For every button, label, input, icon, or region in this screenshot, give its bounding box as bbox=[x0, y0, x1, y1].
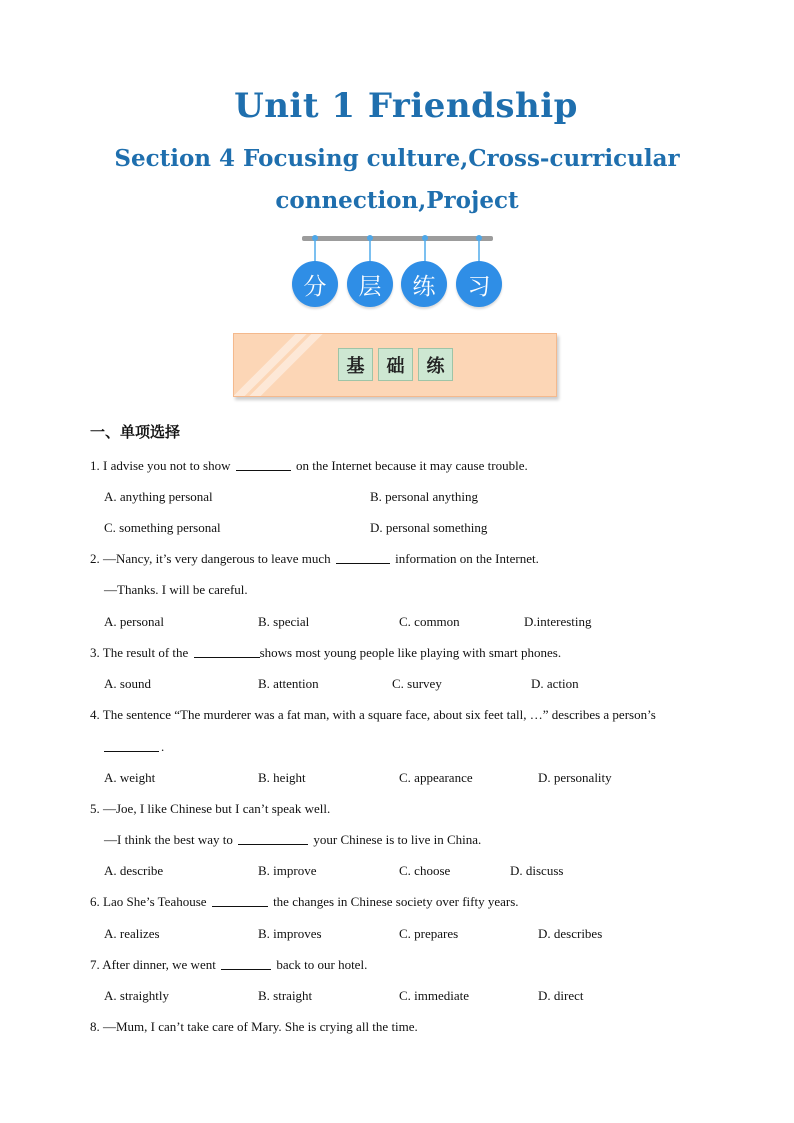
question-8-stem: 8. —Mum, I can’t take care of Mary. She is crying all the time. bbox=[90, 1019, 418, 1034]
question-3-option-c: C. survey bbox=[392, 676, 442, 691]
question-text: . bbox=[161, 739, 165, 754]
question-4-option-d: D. personality bbox=[538, 770, 612, 785]
question-5-option-d: D. discuss bbox=[510, 863, 564, 878]
answer-blank bbox=[212, 894, 268, 907]
question-1-option-c: C. something personal bbox=[104, 520, 221, 535]
question-2-option-a: A. personal bbox=[104, 614, 164, 629]
question-3-stem bbox=[90, 645, 561, 661]
banner-char: 基 bbox=[338, 348, 373, 381]
question-4-option-b: B. height bbox=[258, 770, 306, 785]
question-2-stem bbox=[90, 551, 539, 567]
answer-blank bbox=[221, 957, 271, 970]
banner-char: 础 bbox=[378, 348, 413, 381]
question-7-option-d: D. direct bbox=[538, 988, 584, 1003]
question-6-option-d: D. describes bbox=[538, 926, 603, 941]
badge-pin bbox=[314, 236, 316, 262]
answer-blank bbox=[236, 458, 291, 471]
question-6-option-b: B. improves bbox=[258, 926, 322, 941]
section-subtitle-line1: Section 4 Focusing culture,Cross-curricular bbox=[114, 145, 680, 172]
question-7-option-b: B. straight bbox=[258, 988, 313, 1003]
question-7-stem bbox=[90, 957, 367, 973]
level-banner bbox=[233, 333, 557, 397]
question-text: the changes in Chinese society over fifty years. bbox=[269, 894, 519, 909]
question-6-option-a: A. realizes bbox=[104, 926, 160, 941]
banner-label bbox=[338, 348, 453, 381]
question-4-stem: 4. The sentence “The murderer was a fat man, with a square face, about six feet tall, …” describes a person’s bbox=[90, 707, 656, 722]
question-2-option-c: C. common bbox=[399, 614, 460, 629]
badge-pin bbox=[478, 236, 480, 262]
badge-xi: 习 bbox=[456, 261, 502, 307]
question-1-stem bbox=[90, 458, 528, 474]
question-3-option-b: B. attention bbox=[258, 676, 319, 691]
question-text: 2. —Nancy, it’s very dangerous to leave much bbox=[90, 551, 334, 566]
question-text: —I think the best way to bbox=[104, 832, 237, 847]
question-7-option-a: A. straightly bbox=[104, 988, 169, 1003]
question-text: your Chinese is to live in China. bbox=[310, 832, 482, 847]
banner-stripe bbox=[233, 333, 308, 397]
answer-blank bbox=[104, 739, 159, 752]
question-4-stem-cont bbox=[104, 739, 164, 755]
answer-blank bbox=[336, 551, 390, 564]
badge-pin bbox=[424, 236, 426, 262]
question-6-option-c: C. prepares bbox=[399, 926, 459, 941]
badge-fen: 分 bbox=[292, 261, 338, 307]
question-5-reply bbox=[104, 832, 481, 848]
question-5-stem: 5. —Joe, I like Chinese but I can’t speak well. bbox=[90, 801, 331, 816]
answer-blank bbox=[238, 832, 308, 845]
question-1-option-b: B. personal anything bbox=[370, 489, 478, 504]
question-7-option-c: C. immediate bbox=[399, 988, 470, 1003]
question-3-option-a: A. sound bbox=[104, 676, 151, 691]
question-1-option-d: D. personal something bbox=[370, 520, 488, 535]
question-2-reply: —Thanks. I will be careful. bbox=[104, 582, 248, 597]
question-text: 7. After dinner, we went bbox=[90, 957, 220, 972]
question-text: information on the Internet. bbox=[391, 551, 539, 566]
question-text: back to our hotel. bbox=[273, 957, 368, 972]
section-subtitle-line2: connection,Project bbox=[275, 187, 519, 214]
question-text: shows most young people like playing with smart phones. bbox=[259, 645, 562, 660]
banner-char: 练 bbox=[418, 348, 453, 381]
badge-pin bbox=[369, 236, 371, 262]
badge-ceng: 层 bbox=[347, 261, 393, 307]
question-text: 3. The result of the bbox=[90, 645, 192, 660]
question-2-option-d: D.interesting bbox=[524, 614, 592, 629]
question-6-stem bbox=[90, 894, 519, 910]
question-3-option-d: D. action bbox=[531, 676, 579, 691]
question-4-option-a: A. weight bbox=[104, 770, 156, 785]
question-1-option-a: A. anything personal bbox=[104, 489, 213, 504]
section-heading: 一、单项选择 bbox=[90, 423, 181, 441]
question-2-option-b: B. special bbox=[258, 614, 310, 629]
badge-rail bbox=[302, 236, 493, 241]
question-5-option-a: A. describe bbox=[104, 863, 164, 878]
question-text: 1. I advise you not to show bbox=[90, 458, 234, 473]
badge-lian: 练 bbox=[401, 261, 447, 307]
answer-blank bbox=[194, 645, 260, 658]
question-5-option-c: C. choose bbox=[399, 863, 451, 878]
page-title: Unit 1 Friendship bbox=[234, 86, 578, 126]
question-4-option-c: C. appearance bbox=[399, 770, 473, 785]
question-text: on the Internet because it may cause trouble. bbox=[292, 458, 528, 473]
question-text: 6. Lao She’s Teahouse bbox=[90, 894, 210, 909]
question-5-option-b: B. improve bbox=[258, 863, 317, 878]
